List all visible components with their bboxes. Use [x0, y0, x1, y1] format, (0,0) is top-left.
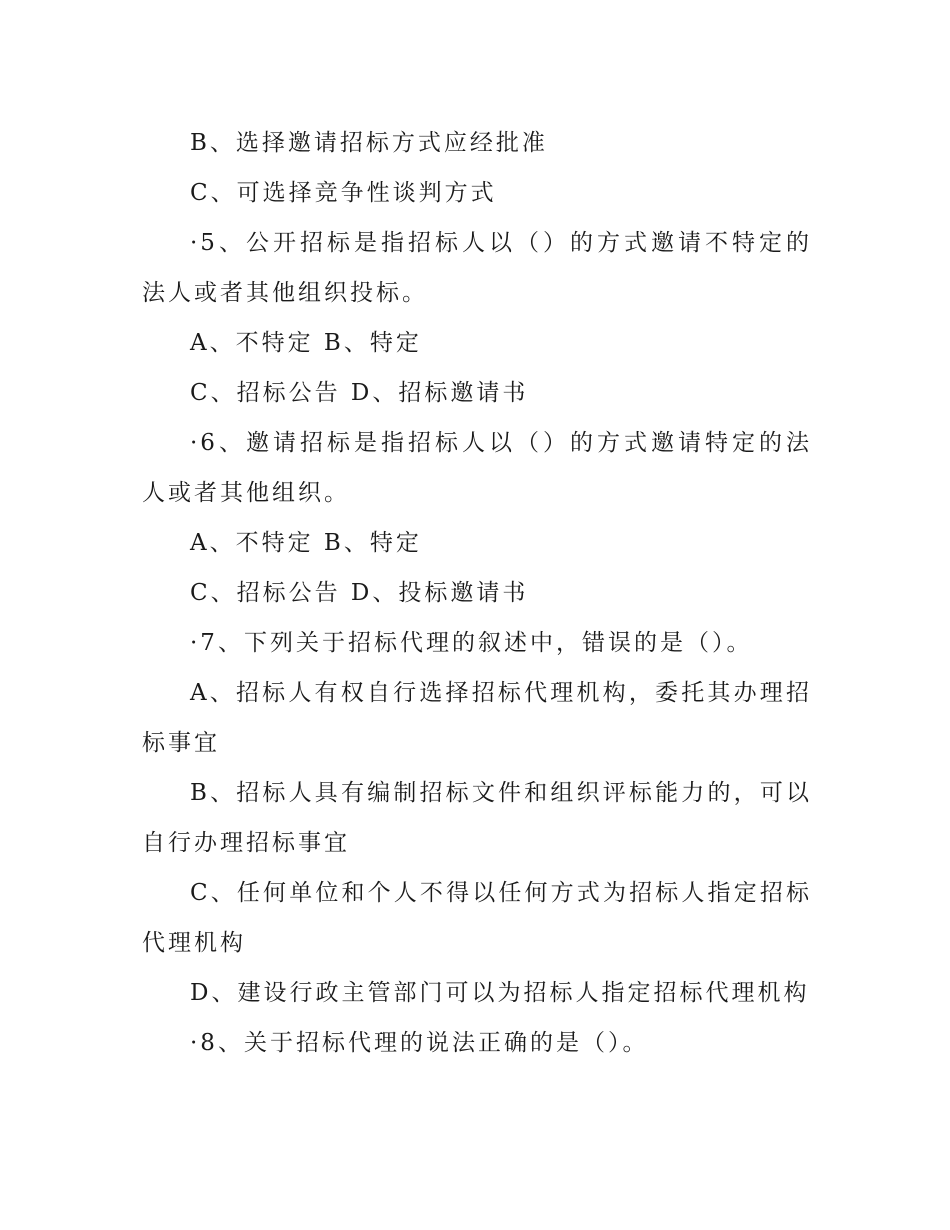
option-b-text: B、选择邀请招标方式应经批准 [190, 130, 548, 156]
question-5-options-cd: C、招标公告 D、招标邀请书 [190, 380, 529, 406]
question-7-option-a: A、招标人有权自行选择招标代理机构，委托其办理招标事宜 [142, 680, 812, 756]
question-6-options-cd: C、招标公告 D、投标邀请书 [190, 580, 529, 606]
question-7: ·7、下列关于招标代理的叙述中，错误的是（）。 [190, 630, 753, 656]
question-8: ·8、关于招标代理的说法正确的是（）。 [190, 1030, 649, 1056]
question-7-option-d: D、建设行政主管部门可以为招标人指定招标代理机构 [190, 980, 810, 1006]
question-6: ·6、邀请招标是指招标人以（）的方式邀请特定的法人或者其他组织。 [142, 430, 812, 506]
question-5-options-ab: A、不特定 B、特定 [190, 330, 422, 356]
question-6-options-ab: A、不特定 B、特定 [190, 530, 422, 556]
question-7-option-b: B、招标人具有编制招标文件和组织评标能力的，可以自行办理招标事宜 [142, 780, 812, 856]
question-5: ·5、公开招标是指招标人以（）的方式邀请不特定的法人或者其他组织投标。 [142, 230, 812, 306]
document-body [142, 118, 812, 1068]
question-7-option-c: C、任何单位和个人不得以任何方式为招标人指定招标代理机构 [142, 880, 812, 956]
option-c-text: C、可选择竞争性谈判方式 [190, 180, 497, 206]
